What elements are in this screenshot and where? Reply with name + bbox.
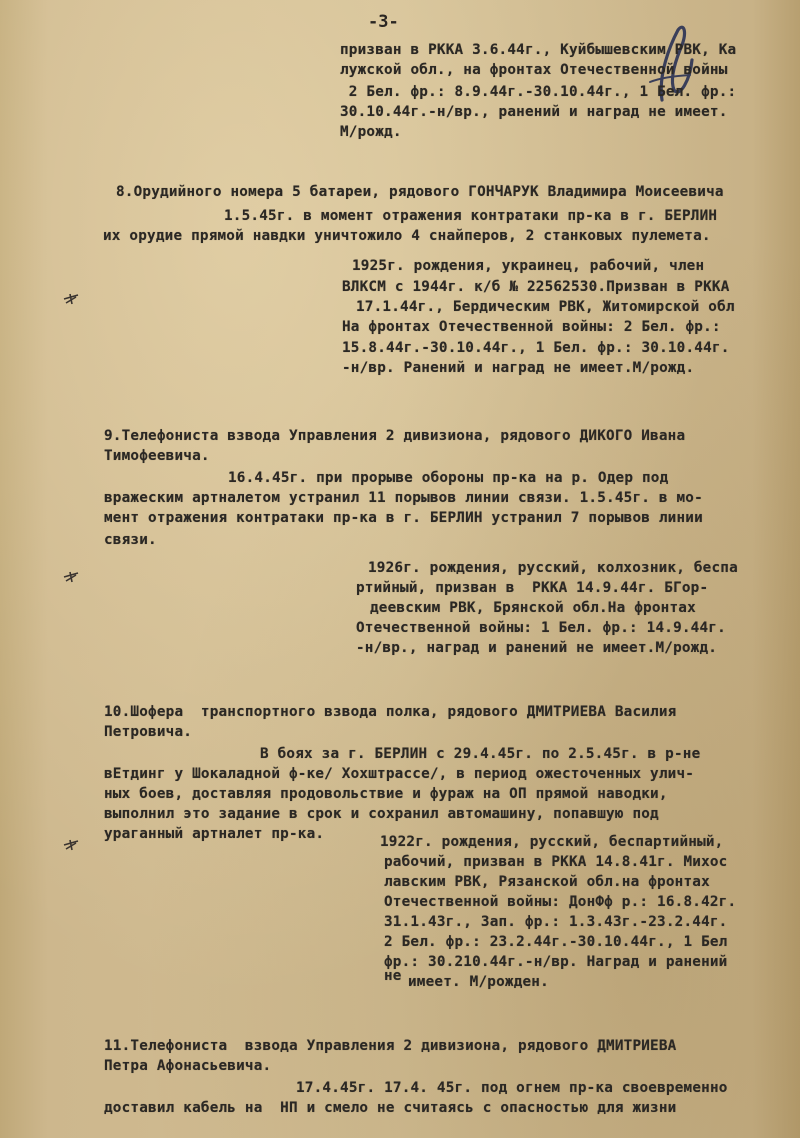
text-line: вражеским артналетом устранил 11 порывов линии связи. 1.5.45г. в мо- <box>104 490 703 506</box>
text-line: не <box>384 968 402 984</box>
text-line: В боях за г. БЕРЛИН с 29.4.45г. по 2.5.45г. в р-не <box>260 746 701 762</box>
text-line: Тимофеевича. <box>104 448 210 464</box>
text-line: 17.4.45г. 17.4. 45г. под огнем пр-ка своевременно <box>296 1080 728 1096</box>
text-line: их орудие прямой навдки уничтожило 4 снайперов, 2 станковых пулемета. <box>103 228 711 244</box>
text-line: ртийный, призван в РККА 14.9.44г. БГор- <box>356 580 709 596</box>
text-line: 31.1.43г., Зап. фр.: 1.3.43г.-23.2.44г. <box>384 914 728 930</box>
punch-hole-mark <box>62 570 80 584</box>
text-line: На фронтах Отечественной войны: 2 Бел. фр.: <box>342 319 721 335</box>
text-line: 16.4.45г. при прорыве обороны пр-ка на р. Одер под <box>228 470 669 486</box>
text-line: доставил кабель на НП и смело не считаясь с опасностью для жизни <box>104 1100 677 1116</box>
text-line: лужской обл., на фронтах Отечественной войны <box>340 62 728 78</box>
text-line: 17.1.44г., Бердическим РВК, Житомирской обл <box>356 299 735 315</box>
text-line: -н/вр., наград и ранений не имеет.М/рожд. <box>356 640 718 656</box>
text-line: мент отражения контратаки пр-ка в г. БЕРЛИН устранил 7 порывов линии <box>104 510 703 526</box>
text-line: 30.10.44г.-н/вр., ранений и наград не имеет. <box>340 104 728 120</box>
text-line: 1925г. рождения, украинец, рабочий, член <box>352 258 705 274</box>
text-line: 2 Бел. фр.: 23.2.44г.-30.10.44г., 1 Бел <box>384 934 728 950</box>
text-line: деевским РВК, Брянской обл.На фронтах <box>370 600 696 616</box>
punch-hole-mark <box>62 292 80 306</box>
text-line: Петровича. <box>104 724 193 740</box>
text-line: 1.5.45г. в момент отражения контратаки пр-ка в г. БЕРЛИН <box>224 208 718 224</box>
text-line: 8.Орудийного номера 5 батареи, рядового ГОНЧАРУК Владимира Моисеевича <box>116 184 724 200</box>
text-line: выполнил это задание в срок и сохранил автомашину, попавшую под <box>104 806 659 822</box>
punch-hole-mark <box>62 838 80 852</box>
text-line: вЕтдинг у Шокаладной ф-ке/ Хохштрассе/, в период ожесточенных улич- <box>104 766 695 782</box>
text-line: ных боев, доставляя продовольствие и фураж на ОП прямой наводки, <box>104 786 668 802</box>
text-line: связи. <box>104 532 157 548</box>
text-line: 9.Телефониста взвода Управления 2 дивизиона, рядового ДИКОГО Ивана <box>104 428 686 444</box>
text-line: 2 Бел. фр.: 8.9.44г.-30.10.44г., 1 Бел. фр.: <box>340 84 737 100</box>
text-line: 15.8.44г.-30.10.44г., 1 Бел. фр.: 30.10.44г. <box>342 340 730 356</box>
text-line: ВЛКСМ с 1944г. к/б № 22562530.Призван в РККА <box>342 279 730 295</box>
text-line: 1926г. рождения, русский, колхозник, беспа <box>368 560 738 576</box>
text-line: имеет. М/рожден. <box>408 974 549 990</box>
text-line: Отечественной войны: ДонФф р.: 16.8.42г. <box>384 894 737 910</box>
text-line: 1922г. рождения, русский, беспартийный, <box>380 834 724 850</box>
text-line: ураганный артналет пр-ка. <box>104 826 325 842</box>
text-line: М/рожд. <box>340 124 402 140</box>
text-line: фр.: 30.210.44г.-н/вр. Наград и ранений <box>384 954 728 970</box>
text-line: 10.Шофера транспортного взвода полка, рядового ДМИТРИЕВА Василия <box>104 704 677 720</box>
text-line: рабочий, призван в РККА 14.8.41г. Михос <box>384 854 728 870</box>
text-line: Петра Афонасьевича. <box>104 1058 272 1074</box>
text-line: лавским РВК, Рязанской обл.на фронтах <box>384 874 710 890</box>
text-line: Отечественной войны: 1 Бел. фр.: 14.9.44г. <box>356 620 726 636</box>
text-line: призван в РККА 3.6.44г., Куйбышевским РВК, Ка <box>340 42 737 58</box>
text-line: -н/вр. Ранений и наград не имеет.М/рожд. <box>342 360 695 376</box>
page-number: -3- <box>368 12 399 32</box>
text-line: 11.Телефониста взвода Управления 2 дивизиона, рядового ДМИТРИЕВА <box>104 1038 677 1054</box>
